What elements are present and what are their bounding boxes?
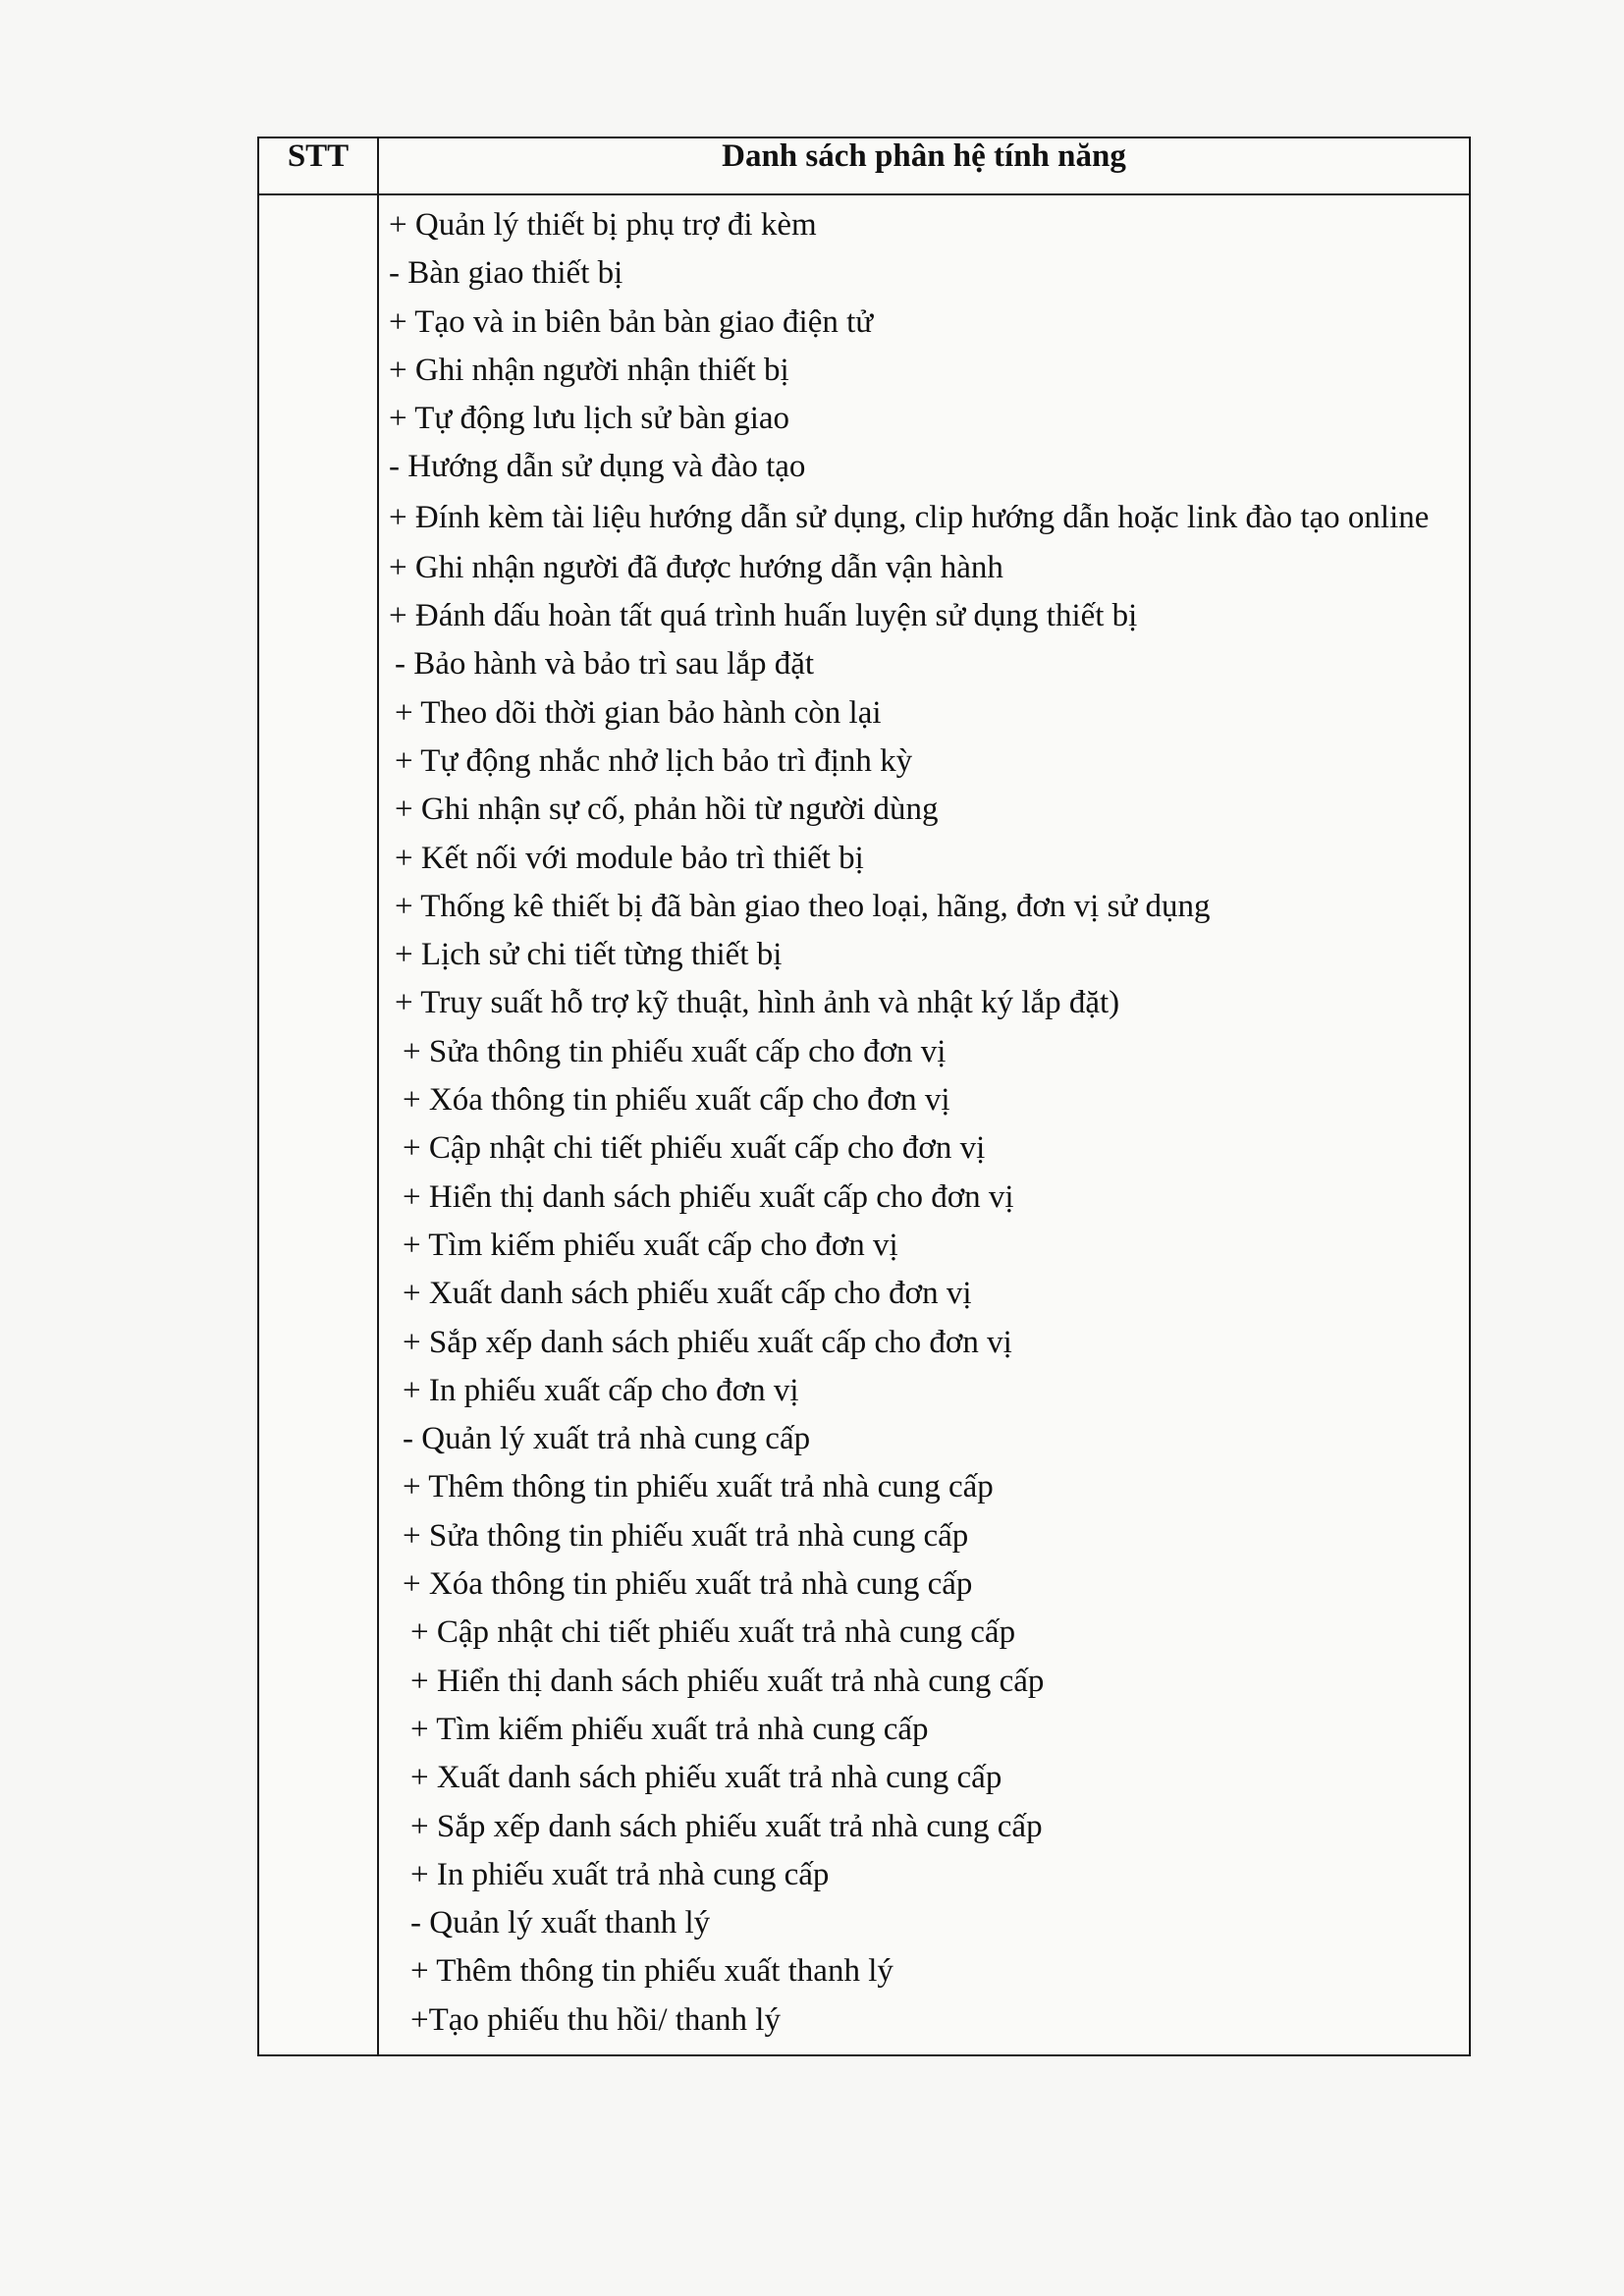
list-item: + Thêm thông tin phiếu xuất thanh lý <box>410 1953 893 1990</box>
list-item: - Hướng dẫn sử dụng và đào tạo <box>389 449 806 485</box>
list-item: + Tự động lưu lịch sử bàn giao <box>389 401 790 437</box>
list-item: + Cập nhật chi tiết phiếu xuất cấp cho đơn vị <box>403 1130 986 1167</box>
list-item: + Tìm kiếm phiếu xuất trả nhà cung cấp <box>410 1711 929 1747</box>
feature-table <box>257 137 1471 2056</box>
list-item: + Ghi nhận sự cố, phản hồi từ người dùng <box>395 792 939 828</box>
list-item: + Sắp xếp danh sách phiếu xuất trả nhà cung cấp <box>410 1808 1043 1844</box>
list-item: + Tìm kiếm phiếu xuất cấp cho đơn vị <box>403 1227 898 1263</box>
list-item: + Cập nhật chi tiết phiếu xuất trả nhà cung cấp <box>410 1614 1016 1651</box>
list-item: + Theo dõi thời gian bảo hành còn lại <box>395 694 882 731</box>
list-item: - Bàn giao thiết bị <box>389 255 623 292</box>
table-row <box>258 194 1470 2055</box>
list-item: + Tự động nhắc nhở lịch bảo trì định kỳ <box>395 742 913 779</box>
list-item: + Đính kèm tài liệu hướng dẫn sử dụng, clip hướng dẫn hoặc link đào tạo online <box>389 499 1430 535</box>
list-item: + Ghi nhận người nhận thiết bị <box>389 352 789 388</box>
list-item: + Thống kê thiết bị đã bàn giao theo loại, hãng, đơn vị sử dụng <box>395 888 1211 924</box>
list-item: + Ghi nhận người đã được hướng dẫn vận hành <box>389 549 1003 585</box>
list-item: + Tạo và in biên bản bàn giao điện tử <box>389 303 874 340</box>
stt-cell <box>258 194 378 2055</box>
list-item: +Tạo phiếu thu hồi/ thanh lý <box>410 2001 781 2038</box>
list-item: + Quản lý thiết bị phụ trợ đi kèm <box>389 207 817 243</box>
list-item: + Xóa thông tin phiếu xuất cấp cho đơn vị <box>403 1082 950 1119</box>
list-item: + Đánh dấu hoàn tất quá trình huấn luyện sử dụng thiết bị <box>389 598 1138 634</box>
list-item: - Bảo hành và bảo trì sau lắp đặt <box>395 646 815 683</box>
list-item: + Lịch sử chi tiết từng thiết bị <box>395 937 783 973</box>
list-item: - Quản lý xuất trả nhà cung cấp <box>403 1421 811 1457</box>
list-item: + Xóa thông tin phiếu xuất trả nhà cung cấp <box>403 1566 973 1603</box>
list-item: + In phiếu xuất trả nhà cung cấp <box>410 1856 830 1892</box>
list-item: + Sắp xếp danh sách phiếu xuất cấp cho đơn vị <box>403 1324 1012 1360</box>
feature-list-cell <box>378 194 1470 2055</box>
header-stt: STT <box>258 137 378 194</box>
list-item: + In phiếu xuất cấp cho đơn vị <box>403 1372 799 1408</box>
list-item: - Quản lý xuất thanh lý <box>410 1905 711 1941</box>
list-item: + Hiển thị danh sách phiếu xuất trả nhà cung cấp <box>410 1663 1045 1699</box>
list-item: + Xuất danh sách phiếu xuất trả nhà cung cấp <box>410 1760 1002 1796</box>
list-item: + Sửa thông tin phiếu xuất trả nhà cung cấp <box>403 1517 969 1554</box>
list-item: + Hiển thị danh sách phiếu xuất cấp cho đơn vị <box>403 1178 1014 1215</box>
list-item: + Sửa thông tin phiếu xuất cấp cho đơn vị <box>403 1033 947 1069</box>
table-header-row <box>258 137 1470 194</box>
list-item: + Kết nối với module bảo trì thiết bị <box>395 840 864 876</box>
list-item: + Thêm thông tin phiếu xuất trả nhà cung cấp <box>403 1469 994 1505</box>
header-feature-list: Danh sách phân hệ tính năng <box>378 137 1470 194</box>
list-item: + Truy suất hỗ trợ kỹ thuật, hình ảnh và nhật ký lắp đặt) <box>395 985 1120 1021</box>
list-item: + Xuất danh sách phiếu xuất cấp cho đơn vị <box>403 1276 972 1312</box>
